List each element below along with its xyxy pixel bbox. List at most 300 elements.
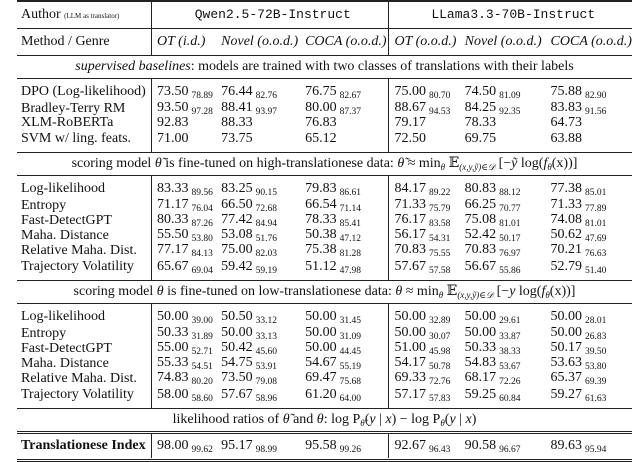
section-title (17, 281, 632, 304)
method-name: Entropy (21, 325, 67, 341)
section-title-segment: (x,y,ỹ)∈𝒟 (457, 290, 494, 300)
genre-header-row (17, 29, 632, 56)
score-sub: 57.83 (428, 393, 451, 404)
score-main: 59.25 (464, 386, 497, 402)
score-cell (546, 433, 632, 459)
score-sub: 78.89 (191, 90, 213, 101)
score-cell (389, 258, 460, 281)
score-main: 77.42 (221, 212, 253, 227)
score-sub: 80.70 (428, 90, 451, 101)
score-sub: 92.35 (499, 107, 521, 117)
section-title-segment: scoring model (71, 156, 155, 171)
score-cell (389, 130, 460, 153)
score-main: 83.25 (221, 180, 253, 196)
section-title-segment: y (449, 412, 456, 427)
method-name: Log-likelihood (17, 176, 152, 199)
table-row (17, 243, 632, 258)
score-cell (216, 176, 300, 199)
score-cell (546, 386, 632, 409)
section-title-segment: scoring model (73, 284, 157, 299)
score-main: 76.44 (221, 83, 253, 99)
score-cell (300, 130, 389, 153)
score-sub: 45.98 (428, 347, 451, 357)
section-title-segment: log( (517, 156, 544, 171)
score-sub: 81.01 (499, 219, 521, 229)
score-cell (216, 386, 300, 409)
method-name: Maha. Distance (21, 355, 109, 371)
score-cell (152, 101, 217, 116)
score-cell (546, 228, 632, 243)
score-sub: 90.15 (255, 187, 278, 198)
section-title-segment: (x))] (549, 284, 576, 299)
score-main: 51.00 (394, 340, 426, 355)
score-cell (460, 433, 546, 459)
score-main: 66.54 (305, 197, 337, 212)
section-title-segment: θ (547, 162, 552, 172)
score-cell (389, 213, 460, 228)
score-sub: 38.33 (499, 347, 521, 357)
score-main: 76.75 (305, 83, 337, 99)
score-sub: 96.67 (499, 444, 521, 455)
score-sub: 82.90 (585, 90, 607, 101)
section-title-segment: θ (316, 412, 324, 427)
score-cell (546, 341, 632, 356)
score-sub: 95.94 (585, 444, 607, 455)
score-sub: 97.28 (191, 107, 213, 117)
score-main: 64.73 (550, 115, 583, 130)
table-row (17, 101, 632, 116)
score-cell (216, 326, 300, 341)
score-main: 76.83 (305, 115, 337, 130)
score-main: 69.75 (464, 131, 497, 146)
section-title-segment: (x,y,ỹ)∈𝒟 (459, 162, 496, 172)
score-sub: 82.03 (255, 249, 278, 259)
score-cell (216, 243, 300, 258)
score-main: 78.33 (464, 115, 497, 130)
score-sub: 47.69 (585, 234, 607, 244)
score-main: 76.17 (394, 212, 426, 227)
score-main: 66.50 (221, 197, 253, 212)
score-sub: 30.07 (428, 332, 451, 342)
section-title-segment: [− (493, 284, 510, 299)
score-main: 77.38 (550, 180, 583, 196)
score-sub: 75.68 (339, 377, 361, 387)
score-main: 71.00 (157, 131, 189, 146)
score-cell (216, 433, 300, 459)
score-sub: 84.94 (255, 219, 278, 229)
table-row (17, 213, 632, 228)
score-main: 55.50 (157, 227, 189, 242)
score-cell (152, 130, 217, 153)
method-name: Relative Maha. Dist. (21, 242, 137, 258)
score-main: 73.50 (221, 370, 253, 385)
score-main: 57.67 (221, 386, 253, 402)
score-cell (546, 116, 632, 130)
score-cell (300, 258, 389, 281)
score-main: 69.47 (305, 370, 337, 385)
score-cell (300, 304, 389, 327)
score-cell (389, 79, 460, 102)
score-main: 84.17 (394, 180, 426, 196)
method-name: XLM-RoBERTa (21, 115, 114, 130)
score-main: 75.88 (550, 83, 583, 99)
score-cell (216, 198, 300, 213)
section-title-segment: θ (395, 284, 403, 299)
score-sub: 50.78 (428, 362, 451, 372)
section-title-segment: likelihood ratios of (172, 412, 283, 427)
score-main: 59.27 (550, 386, 583, 402)
section-title-segment: f (543, 156, 548, 171)
table-row (17, 304, 632, 327)
score-cell (300, 386, 389, 409)
score-sub: 99.26 (339, 444, 361, 455)
score-main: 50.00 (394, 325, 426, 340)
score-sub: 53.80 (585, 362, 607, 372)
score-main: 57.17 (394, 386, 426, 402)
table-row (17, 176, 632, 199)
score-main: 78.33 (305, 212, 337, 227)
score-sub: 87.26 (191, 219, 213, 229)
score-sub: 44.45 (339, 347, 361, 357)
score-cell (460, 341, 546, 356)
table-row (17, 130, 632, 153)
score-main: 63.88 (550, 131, 583, 146)
table-row (17, 198, 632, 213)
score-main: 71.17 (157, 197, 189, 212)
score-main: 50.33 (464, 340, 497, 355)
table-row (17, 433, 632, 459)
method-name: Translationese Index (17, 433, 152, 459)
score-sub: 57.58 (428, 265, 451, 276)
score-sub: 54.31 (428, 234, 451, 244)
score-cell (152, 433, 217, 459)
score-main: 88.67 (394, 100, 426, 115)
score-sub: 69.04 (191, 265, 213, 276)
score-cell (152, 243, 217, 258)
score-sub: 77.89 (585, 204, 607, 214)
score-main: 50.33 (157, 325, 189, 340)
score-sub: 53.67 (499, 362, 521, 372)
score-main: 71.33 (394, 197, 426, 212)
method-name: Fast-DetectGPT (21, 212, 112, 228)
score-cell (546, 356, 632, 371)
score-main: 74.83 (157, 370, 189, 385)
genre-header: COCA (o.o.d.) (300, 29, 389, 56)
genre-header: Novel (o.o.d.) (460, 29, 546, 56)
method-name: Relative Maha. Dist. (21, 370, 137, 386)
score-cell (216, 130, 300, 153)
score-cell (389, 243, 460, 258)
score-main: 50.00 (157, 308, 189, 324)
score-cell (460, 198, 546, 213)
score-sub: 32.89 (428, 315, 451, 326)
score-main: 70.83 (464, 242, 497, 257)
section-title-segment: ≈ min (404, 156, 441, 171)
section-title (17, 153, 632, 176)
score-sub: 89.56 (191, 187, 213, 198)
score-cell (389, 228, 460, 243)
score-sub: 94.53 (428, 107, 451, 117)
score-cell (216, 258, 300, 281)
score-cell (300, 198, 389, 213)
score-main: 50.00 (394, 308, 426, 324)
method-name: Trajectory Volatility (21, 387, 134, 402)
genre-header: OT (i.d.) (152, 29, 217, 56)
score-main: 56.17 (394, 227, 426, 242)
score-main: 55.00 (157, 340, 189, 355)
score-main: 58.00 (157, 386, 189, 402)
score-sub: 75.79 (428, 204, 451, 214)
table-row (17, 228, 632, 243)
score-main: 59.42 (221, 258, 253, 274)
score-main: 75.00 (221, 242, 253, 257)
score-cell (460, 213, 546, 228)
method-name: Fast-DetectGPT (21, 340, 112, 356)
score-cell (300, 213, 389, 228)
section-title-segment: x (385, 412, 392, 427)
score-main: 50.50 (221, 308, 253, 324)
score-cell (300, 433, 389, 459)
score-cell (546, 79, 632, 102)
score-cell (389, 386, 460, 409)
section-title-segment: θ̃ (154, 156, 162, 171)
score-main: 54.83 (464, 355, 497, 370)
score-sub: 85.01 (585, 187, 607, 198)
section-title-segment: ) (471, 412, 477, 427)
section-title-segment: ( (444, 412, 450, 427)
score-sub: 81.01 (585, 219, 607, 229)
section-header-row (17, 409, 632, 433)
section-title-segment: θ (438, 290, 444, 300)
author-note: (LLM as translator) (64, 11, 120, 20)
score-main: 83.83 (550, 100, 583, 115)
score-cell (546, 258, 632, 281)
score-main: 73.50 (157, 83, 189, 99)
section-title-segment: θ (440, 162, 446, 172)
score-main: 50.17 (550, 340, 583, 355)
score-main: 50.00 (550, 325, 583, 340)
score-main: 71.33 (550, 197, 583, 212)
section-title-segment: 𝔼 (445, 156, 460, 171)
score-cell (546, 130, 632, 153)
score-cell (300, 371, 389, 386)
score-sub: 85.41 (339, 219, 361, 229)
method-name: DPO (Log-likelihood) (17, 79, 152, 102)
score-main: 56.67 (464, 258, 497, 274)
method-name: Trajectory Volatility (21, 259, 134, 274)
section-title-segment: θ (545, 290, 550, 300)
score-main: 50.00 (550, 308, 583, 324)
score-sub: 58.96 (255, 393, 278, 404)
table-row (17, 341, 632, 356)
score-cell (152, 371, 217, 386)
table-row (17, 326, 632, 341)
score-main: 92.83 (157, 115, 189, 130)
score-main: 75.08 (464, 212, 497, 227)
method-genre-label: Method / Genre (17, 29, 152, 56)
score-cell (216, 304, 300, 327)
score-main: 75.38 (305, 242, 337, 257)
score-cell (300, 176, 389, 199)
score-sub: 99.62 (191, 444, 213, 455)
score-cell (300, 101, 389, 116)
score-main: 95.58 (305, 437, 337, 453)
score-cell (152, 116, 217, 130)
score-main: 50.62 (550, 227, 583, 242)
score-cell (460, 176, 546, 199)
score-main: 50.38 (305, 227, 337, 242)
genre-header: Novel (o.o.d.) (216, 29, 300, 56)
method-name: Maha. Distance (21, 227, 109, 243)
score-cell (300, 228, 389, 243)
section-title-segment: ≈ min (402, 284, 439, 299)
score-cell (389, 326, 460, 341)
score-sub: 76.97 (499, 249, 521, 259)
score-cell (216, 356, 300, 371)
score-sub: 72.26 (499, 377, 521, 387)
score-sub: 82.67 (339, 90, 361, 101)
score-main: 50.42 (221, 340, 253, 355)
score-sub: 71.14 (339, 204, 361, 214)
score-cell (389, 356, 460, 371)
score-sub: 51.76 (255, 234, 278, 244)
section-title-segment: ) − log P (391, 412, 441, 427)
score-cell (300, 356, 389, 371)
section-title-segment: x (465, 412, 472, 427)
score-cell (216, 228, 300, 243)
score-cell (389, 341, 460, 356)
score-sub: 72.68 (255, 204, 278, 214)
score-main: 70.21 (550, 242, 583, 257)
score-main: 93.50 (157, 100, 189, 115)
score-sub: 93.97 (255, 107, 278, 117)
section-title-segment: θ̃ (397, 156, 405, 171)
score-main: 50.00 (464, 325, 497, 340)
score-cell (460, 326, 546, 341)
score-cell (546, 198, 632, 213)
score-sub: 81.09 (499, 90, 521, 101)
score-cell (460, 243, 546, 258)
score-main: 69.33 (394, 370, 426, 385)
score-cell (152, 326, 217, 341)
score-sub: 33.12 (255, 315, 278, 326)
score-main: 61.20 (305, 386, 337, 402)
section-header-row (17, 281, 632, 304)
results-table (17, 0, 632, 458)
score-main: 57.67 (394, 258, 426, 274)
section-title-segment: : log P (323, 412, 361, 427)
score-main: 72.50 (394, 131, 426, 146)
model-header-qwen: Qwen2.5-72B-Instruct (152, 1, 389, 29)
genre-header: OT (o.o.d.) (389, 29, 460, 56)
score-cell (460, 304, 546, 327)
score-cell (460, 258, 546, 281)
genre-header: COCA (o.o.d.) (546, 29, 632, 56)
table-row (17, 116, 632, 130)
score-sub: 88.12 (499, 187, 521, 198)
score-cell (152, 228, 217, 243)
score-sub: 75.55 (428, 249, 451, 259)
method-name: SVM w/ ling. feats. (21, 131, 132, 146)
score-cell (546, 371, 632, 386)
score-cell (546, 101, 632, 116)
section-title-segment: log( (515, 284, 542, 299)
score-main: 90.58 (464, 437, 497, 453)
score-main: 70.83 (394, 242, 426, 257)
score-main: 95.17 (221, 437, 253, 453)
score-main: 68.17 (464, 370, 497, 385)
score-sub: 55.86 (499, 265, 521, 276)
score-sub: 33.87 (499, 332, 521, 342)
score-cell (152, 258, 217, 281)
score-cell (389, 116, 460, 130)
score-main: 79.17 (394, 115, 426, 130)
score-cell (216, 341, 300, 356)
section-title-segment: θ (156, 284, 164, 299)
score-cell (389, 198, 460, 213)
score-sub: 76.04 (191, 204, 213, 214)
score-sub: 91.56 (585, 107, 607, 117)
score-sub: 52.71 (191, 347, 213, 357)
score-cell (460, 130, 546, 153)
score-sub: 96.43 (428, 444, 451, 455)
score-cell (389, 176, 460, 199)
score-sub: 87.37 (339, 107, 361, 117)
section-title-segment: and (289, 412, 317, 427)
section-title-segment: is fine-tuned on low-translationese data: (163, 284, 396, 299)
score-sub: 39.50 (585, 347, 607, 357)
score-sub: 79.08 (255, 377, 278, 387)
author-header-cell (17, 1, 152, 29)
score-main: 55.33 (157, 355, 189, 370)
table-row (17, 371, 632, 386)
score-cell (389, 304, 460, 327)
score-main: 74.50 (464, 83, 497, 99)
score-cell (389, 371, 460, 386)
score-sub: 82.76 (255, 90, 278, 101)
score-main: 92.67 (394, 437, 426, 453)
score-sub: 26.83 (585, 332, 607, 342)
score-main: 66.25 (464, 197, 497, 212)
score-sub: 51.40 (585, 265, 607, 276)
score-main: 50.00 (305, 325, 337, 340)
score-cell (546, 213, 632, 228)
section-header-row (17, 56, 632, 79)
score-cell (152, 79, 217, 102)
score-sub: 83.58 (428, 219, 451, 229)
score-sub: 31.45 (339, 315, 361, 326)
score-main: 88.33 (221, 115, 253, 130)
score-main: 53.08 (221, 227, 253, 242)
score-main: 50.00 (464, 308, 497, 324)
score-main: 73.75 (221, 131, 253, 146)
section-title-segment: (x))] (551, 156, 578, 171)
score-main: 77.17 (157, 242, 189, 257)
table-row (17, 258, 632, 281)
score-cell (300, 243, 389, 258)
author-label: Author (21, 6, 61, 22)
score-cell (216, 213, 300, 228)
score-sub: 76.63 (585, 249, 607, 259)
score-sub: 64.00 (339, 393, 361, 404)
score-sub: 54.51 (191, 362, 213, 372)
score-main: 74.08 (550, 212, 583, 227)
score-cell (546, 176, 632, 199)
score-main: 52.79 (550, 258, 583, 274)
score-cell (216, 79, 300, 102)
author-header-row (17, 1, 632, 29)
score-sub: 31.89 (191, 332, 213, 342)
